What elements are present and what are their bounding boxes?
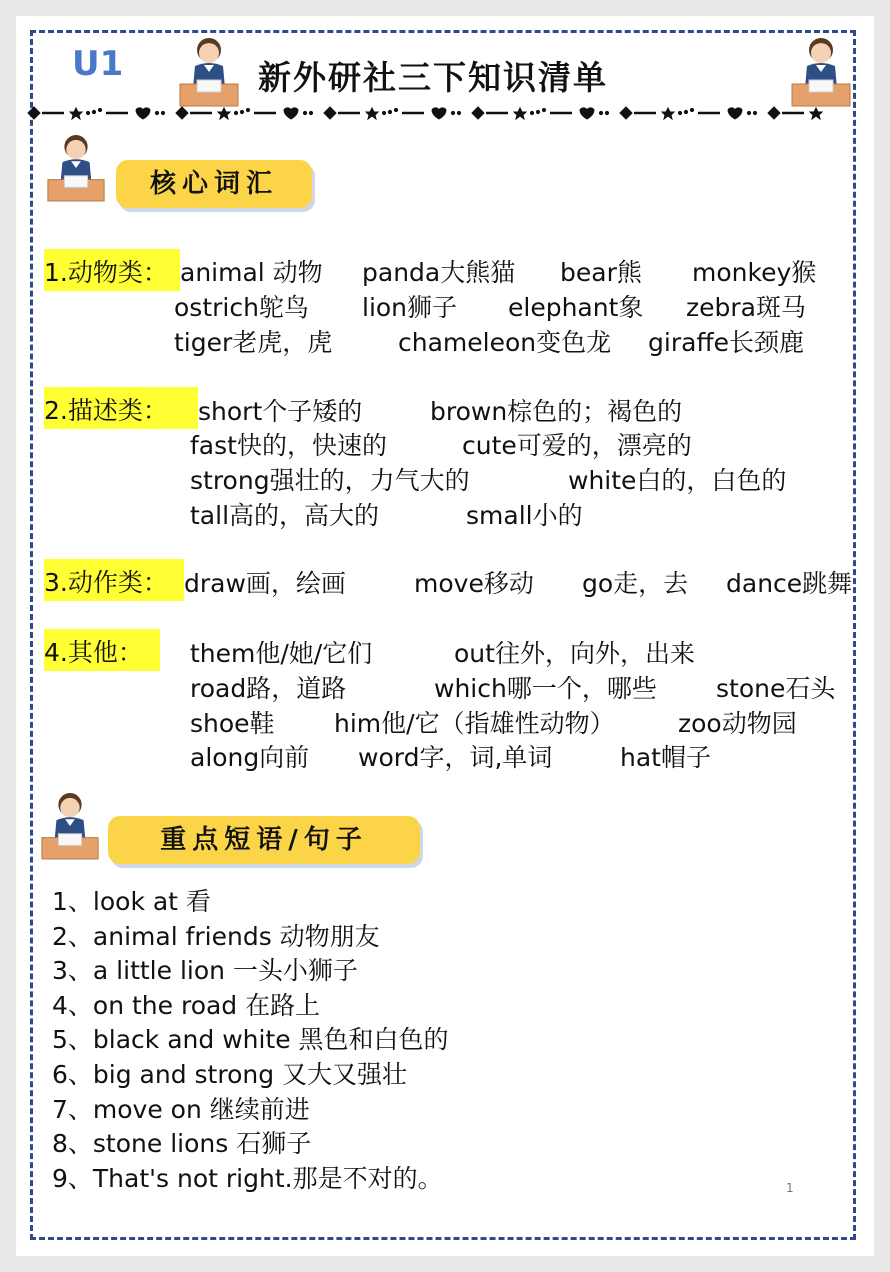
vocab-item: which哪一个，哪些 xyxy=(434,674,657,703)
vocab-item: fast快的，快速的 xyxy=(190,431,387,460)
section-badge-phrases xyxy=(108,816,420,864)
vocab-item: monkey猴 xyxy=(692,258,817,287)
category-label: 4.其他： xyxy=(44,629,160,671)
category-label: 2.描述类： xyxy=(44,387,198,429)
vocab-item: along向前 xyxy=(190,743,310,772)
vocab-item: short个子矮的 xyxy=(198,397,363,426)
vocab-item: zebra斑马 xyxy=(686,293,806,322)
vocab-item: go走，去 xyxy=(582,569,689,598)
phrase-item: 3、a little lion 一头小狮子 xyxy=(52,956,358,985)
phrase-item: 9、That's not right.那是不对的。 xyxy=(52,1164,443,1193)
vocab-item: out往外，向外，出来 xyxy=(454,639,695,668)
section-title: 核心词汇 xyxy=(149,169,278,199)
vocab-item: word字，词,单词 xyxy=(358,743,553,772)
phrase-item: 5、black and white 黑色和白色的 xyxy=(52,1025,449,1054)
decorative-border-icon xyxy=(24,98,836,128)
category-label: 1.动物类： xyxy=(44,249,180,291)
vocab-item: cute可爱的，漂亮的 xyxy=(462,431,692,460)
vocab-item: chameleon变色龙 xyxy=(398,328,612,357)
phrase-item: 7、move on 继续前进 xyxy=(52,1095,310,1124)
vocab-item: bear熊 xyxy=(560,258,642,287)
vocab-item: strong强壮的，力气大的 xyxy=(190,466,470,495)
vocab-item: lion狮子 xyxy=(362,293,458,322)
girl-at-desk-icon xyxy=(44,132,108,204)
vocab-item: hat帽子 xyxy=(620,743,711,772)
category-label: 3.动作类： xyxy=(44,559,184,601)
vocab-item: ostrich鸵鸟 xyxy=(174,293,309,322)
phrase-item: 4、on the road 在路上 xyxy=(52,991,321,1020)
vocab-item: zoo动物园 xyxy=(678,709,797,738)
phrase-item: 8、stone lions 石狮子 xyxy=(52,1129,312,1158)
phrase-item: 2、animal friends 动物朋友 xyxy=(52,922,380,951)
vocab-item: him他/它（指雄性动物） xyxy=(334,709,615,738)
vocab-item: animal 动物 xyxy=(180,258,323,287)
vocab-item: brown棕色的；褐色的 xyxy=(430,397,683,426)
vocab-item: small小的 xyxy=(466,501,583,530)
vocab-item: tall高的，高大的 xyxy=(190,501,380,530)
vocab-item: shoe鞋 xyxy=(190,709,275,738)
girl-at-desk-icon xyxy=(38,790,102,862)
unit-label: U1 xyxy=(72,44,124,84)
vocab-item: stone石头 xyxy=(716,674,836,703)
vocab-item: elephant象 xyxy=(508,293,644,322)
vocab-item: tiger老虎，虎 xyxy=(174,328,333,357)
vocab-item: move移动 xyxy=(414,569,534,598)
vocab-item: draw画，绘画 xyxy=(184,569,346,598)
phrase-item: 1、look at 看 xyxy=(52,887,211,916)
vocab-item: giraffe长颈鹿 xyxy=(648,328,805,357)
vocab-item: panda大熊猫 xyxy=(362,258,516,287)
vocab-item: dance跳舞 xyxy=(726,569,853,598)
page-number: 1 xyxy=(786,1181,794,1195)
section-badge-vocabulary xyxy=(116,160,312,208)
vocab-item: road路，道路 xyxy=(190,674,347,703)
phrase-item: 6、big and strong 又大又强壮 xyxy=(52,1060,408,1089)
vocab-item: white白的，白色的 xyxy=(568,466,787,495)
page-title: 新外研社三下知识清单 xyxy=(258,58,608,97)
section-title: 重点短语/句子 xyxy=(160,825,368,855)
vocab-item: them他/她/它们 xyxy=(190,639,373,668)
